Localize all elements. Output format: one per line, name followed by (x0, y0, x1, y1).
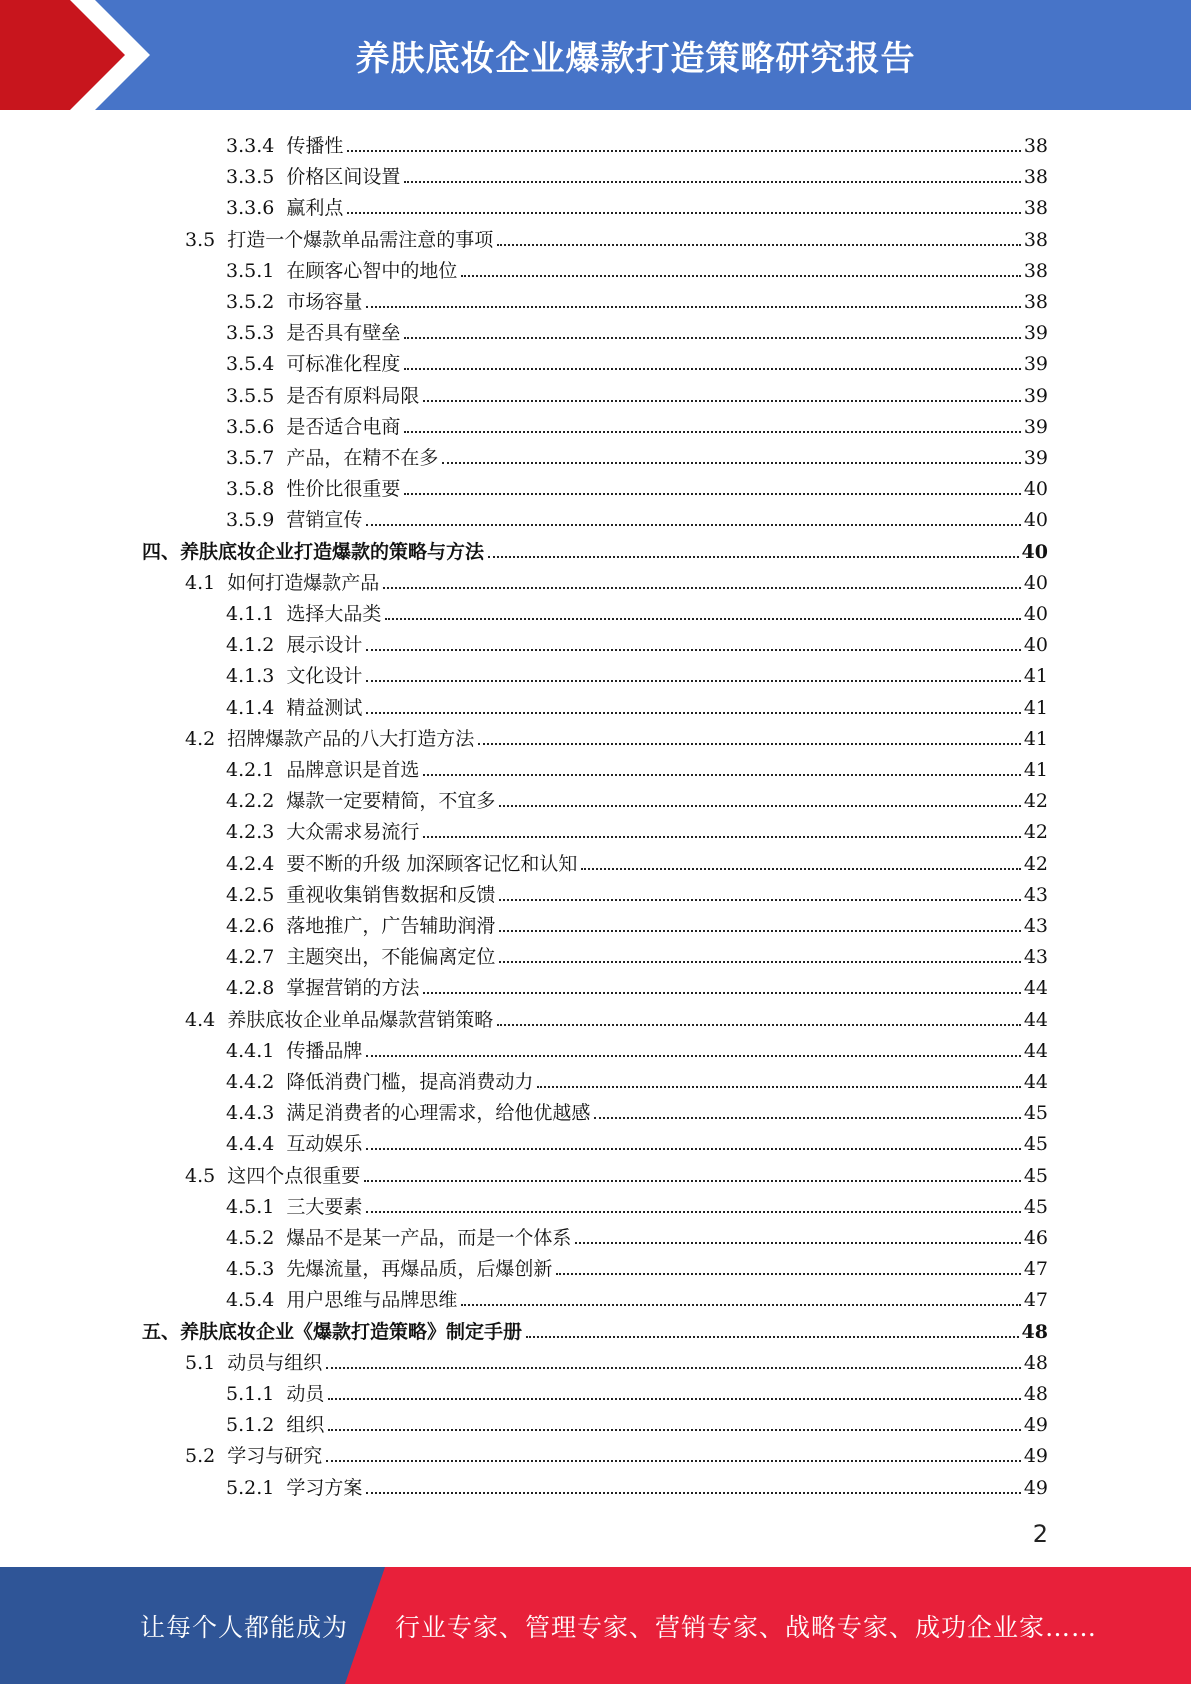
toc-entry[interactable] (226, 188, 1048, 219)
toc-entry-page: 49 (1023, 1445, 1048, 1467)
toc-dot-leader (423, 836, 1020, 838)
toc-entry[interactable] (226, 157, 1048, 188)
toc-entry-number: 4.5.2 (226, 1227, 275, 1249)
toc-dot-leader (575, 1242, 1020, 1244)
toc-dot-leader (461, 275, 1020, 277)
toc-entry-number: 3.5.8 (226, 478, 275, 500)
toc-dot-leader (556, 1273, 1020, 1275)
toc-entry-page: 44 (1023, 1009, 1048, 1031)
toc-entry[interactable] (226, 1187, 1048, 1218)
toc-entry[interactable] (185, 1156, 1048, 1187)
toc-dot-leader (404, 493, 1020, 495)
header-arrow-icon (0, 0, 160, 110)
toc-dot-leader (364, 1180, 1021, 1182)
toc-dot-leader (442, 462, 1020, 464)
toc-entry-page: 38 (1023, 166, 1048, 188)
toc-entry-title: 五、养肤底妆企业《爆款打造策略》制定手册 (142, 1321, 523, 1343)
toc-dot-leader (366, 1148, 1020, 1150)
toc-entry-title: 落地推广，广告辅助润滑 (286, 915, 496, 937)
toc-dot-leader (404, 431, 1020, 433)
toc-dot-leader (497, 1024, 1021, 1026)
toc-dot-leader (594, 1117, 1020, 1119)
toc-entry[interactable] (185, 1343, 1048, 1374)
toc-entry-page: 43 (1023, 946, 1048, 968)
toc-entry-number: 4.4.1 (226, 1040, 275, 1062)
toc-entry[interactable] (226, 282, 1048, 313)
toc-entry[interactable] (226, 344, 1048, 375)
toc-dot-leader (423, 992, 1020, 994)
toc-entry[interactable] (226, 1093, 1048, 1124)
toc-entry[interactable] (226, 656, 1048, 687)
page-header (0, 0, 1191, 110)
toc-entry-title: 满足消费者的心理需求，给他优越感 (286, 1102, 591, 1124)
toc-dot-leader (385, 618, 1020, 620)
toc-entry-title: 文化设计 (286, 665, 363, 687)
toc-dot-leader (347, 150, 1020, 152)
toc-dot-leader (499, 930, 1020, 932)
toc-entry-page: 49 (1023, 1414, 1048, 1436)
toc-entry-title: 是否有原料局限 (286, 385, 420, 407)
toc-entry-page: 47 (1023, 1258, 1048, 1280)
toc-dot-leader (366, 524, 1020, 526)
toc-entry-page: 38 (1023, 229, 1048, 251)
toc-entry-number: 5.1 (185, 1352, 216, 1374)
footer-slogan-left: 让每个人都能成为 (140, 1612, 349, 1642)
page-number: 2 (1032, 1520, 1048, 1548)
toc-dot-leader (499, 899, 1020, 901)
toc-entry-number: 4.5.3 (226, 1258, 275, 1280)
toc-dot-leader (499, 805, 1020, 807)
toc-entry-page: 48 (1021, 1321, 1048, 1343)
toc-entry-title: 选择大品类 (286, 603, 382, 625)
toc-entry-title: 爆款一定要精简，不宜多 (286, 790, 496, 812)
toc-entry[interactable] (226, 937, 1048, 968)
toc-entry[interactable] (185, 719, 1048, 750)
toc-entry[interactable] (226, 251, 1048, 282)
toc-entry-page: 49 (1023, 1477, 1048, 1499)
toc-entry-number: 4.1.4 (226, 697, 275, 719)
toc-entry-title: 互动娱乐 (286, 1133, 363, 1155)
toc-entry[interactable] (226, 750, 1048, 781)
toc-entry-title: 先爆流量，再爆品质，后爆创新 (286, 1258, 553, 1280)
toc-entry-number: 4.1.2 (226, 634, 275, 656)
toc-entry[interactable] (226, 688, 1048, 719)
toc-entry-number: 4.2.4 (226, 853, 275, 875)
toc-entry-title: 是否适合电商 (286, 416, 401, 438)
toc-entry-number: 5.2.1 (226, 1477, 275, 1499)
toc-dot-leader (423, 400, 1020, 402)
toc-dot-leader (497, 244, 1021, 246)
toc-entry-title: 营销宣传 (286, 509, 363, 531)
toc-entry-page: 38 (1023, 197, 1048, 219)
toc-entry-title: 组织 (286, 1414, 325, 1436)
toc-dot-leader (404, 337, 1020, 339)
toc-entry-number: 5.1.1 (226, 1383, 275, 1405)
toc-entry-title: 要不断的升级 加深顾客记忆和认知 (286, 853, 578, 875)
toc-entry-number: 3.3.4 (226, 135, 275, 157)
toc-dot-leader (404, 181, 1020, 183)
toc-entry-title: 掌握营销的方法 (286, 977, 420, 999)
toc-entry-title: 养肤底妆企业单品爆款营销策略 (227, 1009, 494, 1031)
toc-entry[interactable] (226, 1218, 1048, 1249)
toc-entry-page: 38 (1023, 260, 1048, 282)
toc-entry-page: 41 (1023, 697, 1048, 719)
toc-entry[interactable] (142, 1312, 1048, 1343)
toc-entry-title: 学习与研究 (227, 1445, 323, 1467)
toc-entry[interactable] (226, 1405, 1048, 1436)
toc-entry-title: 爆品不是某一产品，而是一个体系 (286, 1227, 572, 1249)
toc-entry-number: 4.5 (185, 1165, 216, 1187)
toc-entry-page: 42 (1023, 790, 1048, 812)
toc-entry-title: 品牌意识是首选 (286, 759, 420, 781)
toc-entry-number: 4.4 (185, 1009, 216, 1031)
toc-entry-title: 招牌爆款产品的八大打造方法 (227, 728, 475, 750)
toc-entry-page: 48 (1023, 1352, 1048, 1374)
toc-entry-title: 大众需求易流行 (286, 821, 420, 843)
toc-dot-leader (488, 556, 1019, 558)
toc-entry[interactable] (226, 1249, 1048, 1280)
toc-entry-number: 4.2 (185, 728, 216, 750)
toc-dot-leader (423, 774, 1020, 776)
toc-entry-title: 四、养肤底妆企业打造爆款的策略与方法 (142, 541, 485, 563)
toc-entry-page: 44 (1023, 977, 1048, 999)
toc-dot-leader (366, 649, 1020, 651)
toc-entry-number: 3.5.2 (226, 291, 275, 313)
toc-dot-leader (326, 1460, 1021, 1462)
toc-entry-number: 5.2 (185, 1445, 216, 1467)
toc-entry-title: 赢利点 (286, 197, 344, 219)
report-title: 养肤底妆企业爆款打造策略研究报告 (355, 38, 916, 79)
toc-entry-number: 4.1 (185, 572, 216, 594)
toc-entry-number: 4.1.3 (226, 665, 275, 687)
toc-entry-number: 3.5.3 (226, 322, 275, 344)
toc-entry-title: 传播性 (286, 135, 344, 157)
toc-entry-page: 39 (1023, 353, 1048, 375)
toc-entry-title: 传播品牌 (286, 1040, 363, 1062)
toc-entry[interactable] (226, 1124, 1048, 1155)
toc-entry[interactable] (226, 1280, 1048, 1311)
toc-entry-number: 3.5 (185, 229, 216, 251)
toc-entry-number: 4.2.7 (226, 946, 275, 968)
toc-entry-page: 39 (1023, 447, 1048, 469)
toc-entry[interactable] (226, 1062, 1048, 1093)
toc-entry-title: 重视收集销售数据和反馈 (286, 884, 496, 906)
toc-entry-number: 3.3.6 (226, 197, 275, 219)
toc-entry-page: 40 (1021, 541, 1048, 563)
page-footer (0, 1567, 1191, 1684)
toc-entry[interactable] (142, 532, 1048, 563)
toc-entry-page: 39 (1023, 322, 1048, 344)
toc-entry[interactable] (226, 968, 1048, 999)
toc-dot-leader (461, 1304, 1020, 1306)
toc-entry-number: 4.4.2 (226, 1071, 275, 1093)
toc-entry[interactable] (226, 376, 1048, 407)
toc-entry[interactable] (226, 812, 1048, 843)
toc-dot-leader (328, 1398, 1020, 1400)
toc-entry[interactable] (226, 906, 1048, 937)
toc-entry-title: 降低消费门槛，提高消费动力 (286, 1071, 534, 1093)
toc-dot-leader (366, 306, 1020, 308)
toc-entry[interactable] (226, 469, 1048, 500)
toc-dot-leader (526, 1336, 1019, 1338)
toc-entry-page: 45 (1023, 1165, 1048, 1187)
toc-entry-number: 4.2.3 (226, 821, 275, 843)
toc-entry[interactable] (226, 875, 1048, 906)
toc-entry-page: 47 (1023, 1289, 1048, 1311)
toc-entry-page: 45 (1023, 1102, 1048, 1124)
toc-entry-page: 40 (1023, 509, 1048, 531)
toc-entry-number: 3.5.9 (226, 509, 275, 531)
toc-dot-leader (581, 868, 1020, 870)
toc-entry-page: 42 (1023, 853, 1048, 875)
toc-entry-number: 4.5.1 (226, 1196, 275, 1218)
toc-entry-page: 41 (1023, 728, 1048, 750)
toc-entry-title: 三大要素 (286, 1196, 363, 1218)
toc-entry-number: 3.5.5 (226, 385, 275, 407)
footer-slogan-right: 行业专家、管理专家、营销专家、战略专家、成功企业家…… (395, 1612, 1098, 1642)
toc-entry[interactable] (226, 313, 1048, 344)
toc-entry[interactable] (226, 781, 1048, 812)
toc-entry-page: 40 (1023, 603, 1048, 625)
toc-dot-leader (326, 1367, 1021, 1369)
toc-entry-page: 42 (1023, 821, 1048, 843)
toc-entry[interactable] (226, 438, 1048, 469)
toc-entry-number: 4.2.8 (226, 977, 275, 999)
toc-dot-leader (347, 212, 1020, 214)
toc-entry-number: 4.4.4 (226, 1133, 275, 1155)
toc-entry-number: 3.5.7 (226, 447, 275, 469)
toc-dot-leader (366, 1055, 1020, 1057)
toc-entry[interactable] (185, 1436, 1048, 1467)
toc-entry-title: 展示设计 (286, 634, 363, 656)
toc-entry[interactable] (226, 1468, 1048, 1499)
toc-entry[interactable] (226, 594, 1048, 625)
toc-entry-number: 4.2.5 (226, 884, 275, 906)
toc-entry[interactable] (185, 563, 1048, 594)
toc-entry-title: 是否具有壁垒 (286, 322, 401, 344)
toc-entry-page: 45 (1023, 1196, 1048, 1218)
toc-entry-title: 产品，在精不在多 (286, 447, 439, 469)
toc-entry-page: 48 (1023, 1383, 1048, 1405)
toc-entry-number: 4.1.1 (226, 603, 275, 625)
toc-dot-leader (366, 1492, 1020, 1494)
toc-entry-title: 可标准化程度 (286, 353, 401, 375)
toc-dot-leader (366, 1211, 1020, 1213)
toc-entry-page: 43 (1023, 884, 1048, 906)
toc-dot-leader (499, 961, 1020, 963)
toc-entry-page: 41 (1023, 759, 1048, 781)
toc-entry-page: 41 (1023, 665, 1048, 687)
toc-entry-number: 3.3.5 (226, 166, 275, 188)
toc-entry-number: 4.2.2 (226, 790, 275, 812)
toc-dot-leader (366, 712, 1020, 714)
toc-entry-page: 39 (1023, 385, 1048, 407)
toc-entry[interactable] (226, 844, 1048, 875)
toc-entry-number: 4.4.3 (226, 1102, 275, 1124)
toc-entry[interactable] (185, 1000, 1048, 1031)
toc-entry-title: 价格区间设置 (286, 166, 401, 188)
toc-dot-leader (383, 587, 1021, 589)
toc-entry-number: 4.2.6 (226, 915, 275, 937)
toc-entry-number: 5.1.2 (226, 1414, 275, 1436)
toc-entry-title: 打造一个爆款单品需注意的事项 (227, 229, 494, 251)
toc-entry-title: 这四个点很重要 (227, 1165, 361, 1187)
toc-entry[interactable] (226, 126, 1048, 157)
toc-entry-number: 4.5.4 (226, 1289, 275, 1311)
toc-entry[interactable] (226, 1031, 1048, 1062)
toc-entry-page: 40 (1023, 572, 1048, 594)
toc-dot-leader (328, 1429, 1020, 1431)
toc-entry-title: 精益测试 (286, 697, 363, 719)
toc-entry[interactable] (226, 407, 1048, 438)
toc-entry[interactable] (226, 1374, 1048, 1405)
toc-entry-title: 性价比很重要 (286, 478, 401, 500)
toc-entry-title: 市场容量 (286, 291, 363, 313)
toc-entry-title: 在顾客心智中的地位 (286, 260, 458, 282)
toc-entry-page: 40 (1023, 634, 1048, 656)
toc-entry-page: 46 (1023, 1227, 1048, 1249)
toc-entry-page: 39 (1023, 416, 1048, 438)
toc-entry-page: 44 (1023, 1040, 1048, 1062)
toc-entry-number: 3.5.1 (226, 260, 275, 282)
toc-entry-title: 主题突出，不能偏离定位 (286, 946, 496, 968)
toc-entry[interactable] (185, 220, 1048, 251)
toc-dot-leader (537, 1086, 1020, 1088)
toc-entry-page: 38 (1023, 291, 1048, 313)
toc-entry-title: 用户思维与品牌思维 (286, 1289, 458, 1311)
toc-dot-leader (478, 743, 1021, 745)
toc-entry[interactable] (226, 625, 1048, 656)
toc-entry[interactable] (226, 500, 1048, 531)
toc-entry-page: 45 (1023, 1133, 1048, 1155)
toc-entry-number: 3.5.4 (226, 353, 275, 375)
toc-entry-title: 如何打造爆款产品 (227, 572, 380, 594)
toc-entry-number: 3.5.6 (226, 416, 275, 438)
toc-entry-page: 38 (1023, 135, 1048, 157)
toc-entry-title: 动员与组织 (227, 1352, 323, 1374)
toc-entry-page: 44 (1023, 1071, 1048, 1093)
toc-entry-title: 学习方案 (286, 1477, 363, 1499)
toc-entry-page: 40 (1023, 478, 1048, 500)
toc-entry-page: 43 (1023, 915, 1048, 937)
toc-dot-leader (404, 368, 1020, 370)
toc-dot-leader (366, 680, 1020, 682)
toc-entry-title: 动员 (286, 1383, 325, 1405)
toc-entry-number: 4.2.1 (226, 759, 275, 781)
